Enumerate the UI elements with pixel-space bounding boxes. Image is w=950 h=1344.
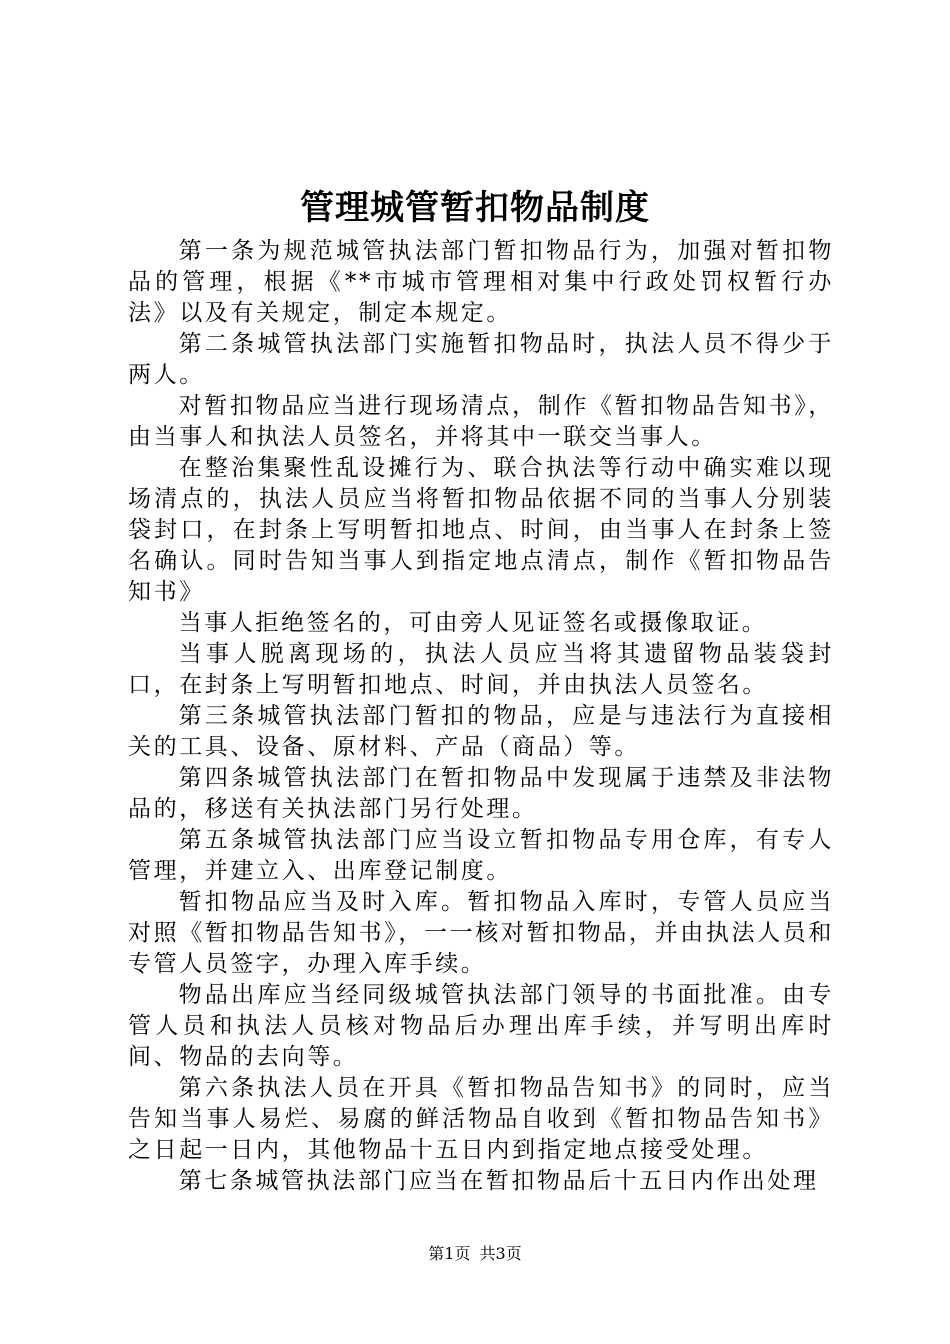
paragraph: 在整治集聚性乱设摊行为、联合执法等行动中确实难以现场清点的，执法人员应当将暂扣物品依据不同的当事人分别装袋封口，在封条上写明暂扣地点、时间，由当事人在封条上签名确认。同时告知当事人到指定地点清点，制作《暂扣物品告知书》 [128,455,834,605]
paragraph: 第四条城管执法部门在暂扣物品中发现属于违禁及非法物品的，移送有关执法部门另行处理。 [128,765,834,822]
page-footer [0,1243,950,1265]
page-total: 共3页 [479,1244,522,1263]
paragraph: 第六条执法人员在开具《暂扣物品告知书》的同时，应当告知当事人易烂、易腐的鲜活物品自收到《暂扣物品告知书》之日起一日内，其他物品十五日内到指定地点接受处理。 [128,1075,834,1163]
paragraph: 物品出库应当经同级城管执法部门领导的书面批准。由专管人员和执法人员核对物品后办理出库手续，并写明出库时间、物品的去向等。 [128,982,834,1070]
paragraph: 当事人拒绝签名的，可由旁人见证签名或摄像取证。 [178,610,768,636]
paragraph: 暂扣物品应当及时入库。暂扣物品入库时，专管人员应当对照《暂扣物品告知书》，一一核对暂扣物品，并由执法人员和专管人员签字，办理入库手续。 [128,889,834,977]
paragraph: 第二条城管执法部门实施暂扣物品时，执法人员不得少于两人。 [128,331,834,388]
paragraph: 当事人脱离现场的，执法人员应当将其遗留物品装袋封口，在封条上写明暂扣地点、时间，并由执法人员签名。 [128,641,834,698]
paragraph: 第三条城管执法部门暂扣的物品，应是与违法行为直接相关的工具、设备、原材料、产品（商品）等。 [128,703,834,760]
paragraph: 第五条城管执法部门应当设立暂扣物品专用仓库，有专人管理，并建立入、出库登记制度。 [128,827,834,884]
page-number: 第1页 [428,1244,471,1263]
document-title: 管理城管暂扣物品制度 [300,188,650,228]
paragraph: 对暂扣物品应当进行现场清点，制作《暂扣物品告知书》，由当事人和执法人员签名，并将其中一联交当事人。 [128,393,834,450]
paragraph: 第一条为规范城管执法部门暂扣物品行为，加强对暂扣物品的管理，根据《**市城市管理相对集中行政处罚权暂行办法》以及有关规定，制定本规定。 [128,238,834,326]
paragraph: 第七条城管执法部门应当在暂扣物品后十五日内作出处理 [178,1168,819,1194]
document-body [128,236,834,1197]
